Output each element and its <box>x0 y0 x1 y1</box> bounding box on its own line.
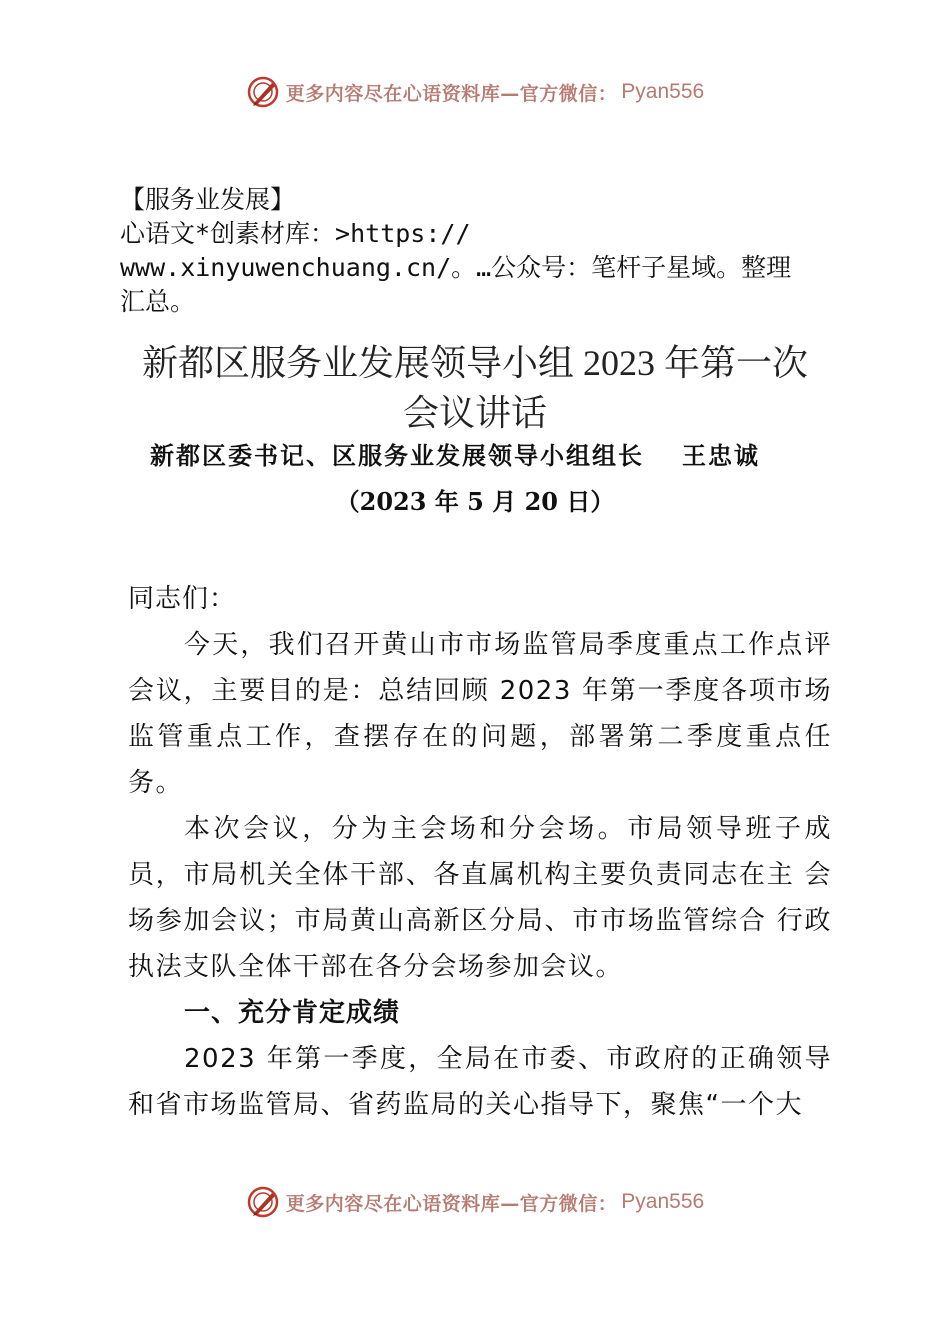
greeting: 同志们： <box>128 584 237 614</box>
paragraph-1: 今天，我们召开黄山市市场监管局季度重点工作点评会议，主要目的是：总结回顾 2023 年第一季度各项市场监管重点工作，查摆存在的问题，部署第二季度重点任务。 <box>128 630 832 798</box>
banner-text: 更多内容尽在心语资料库—官方微信： <box>285 1192 618 1215</box>
banner-text: 更多内容尽在心语资料库—官方微信： <box>285 82 618 105</box>
speech-body <box>128 576 832 1128</box>
top-banner <box>0 72 950 112</box>
paragraph-3: 2023 年第一季度，全局在市委、市政府的正确领导和省市场监管局、省药监局的关心指导下，聚焦“一个大 <box>128 1044 832 1120</box>
paragraph-2: 本次会议，分为主会场和分会场。市局领导班子成员，市局机关全体干部、各直属机构主要负责同志在主 会场参加会议；市局黄山高新区分局、市市场监管综合 行政执法支队全体干部在各分会场参加会议。 <box>128 814 832 982</box>
author-line <box>150 436 830 471</box>
section-heading-1: 一、充分肯定成绩 <box>184 998 401 1028</box>
author-role: 新都区委书记、区服务业发展领导小组组长 <box>150 441 644 470</box>
section-tag: 【服务业发展】 <box>120 185 296 214</box>
banner-wechat-id: Pyan556 <box>621 1190 705 1213</box>
pen-logo-icon <box>246 1185 280 1219</box>
source-line-2: www.xinyuwenchuang.cn/。…公众号：笔杆子星域。整理 <box>120 253 792 282</box>
source-line-3: 汇总。 <box>120 287 196 316</box>
bottom-banner <box>0 1182 950 1222</box>
pen-logo-icon <box>246 75 280 109</box>
banner-wechat-id: Pyan556 <box>621 80 705 103</box>
document-title-line-1: 新都区服务业发展领导小组 2023 年第一次 <box>141 343 808 383</box>
document-title-line-2: 会议讲话 <box>402 393 547 433</box>
speech-date: （2023 年 5 月 20 日） <box>335 487 615 516</box>
author-name: 王忠诚 <box>682 441 760 470</box>
source-header <box>120 183 840 319</box>
source-line-1: 心语文*创素材库：>https:// <box>120 219 471 248</box>
